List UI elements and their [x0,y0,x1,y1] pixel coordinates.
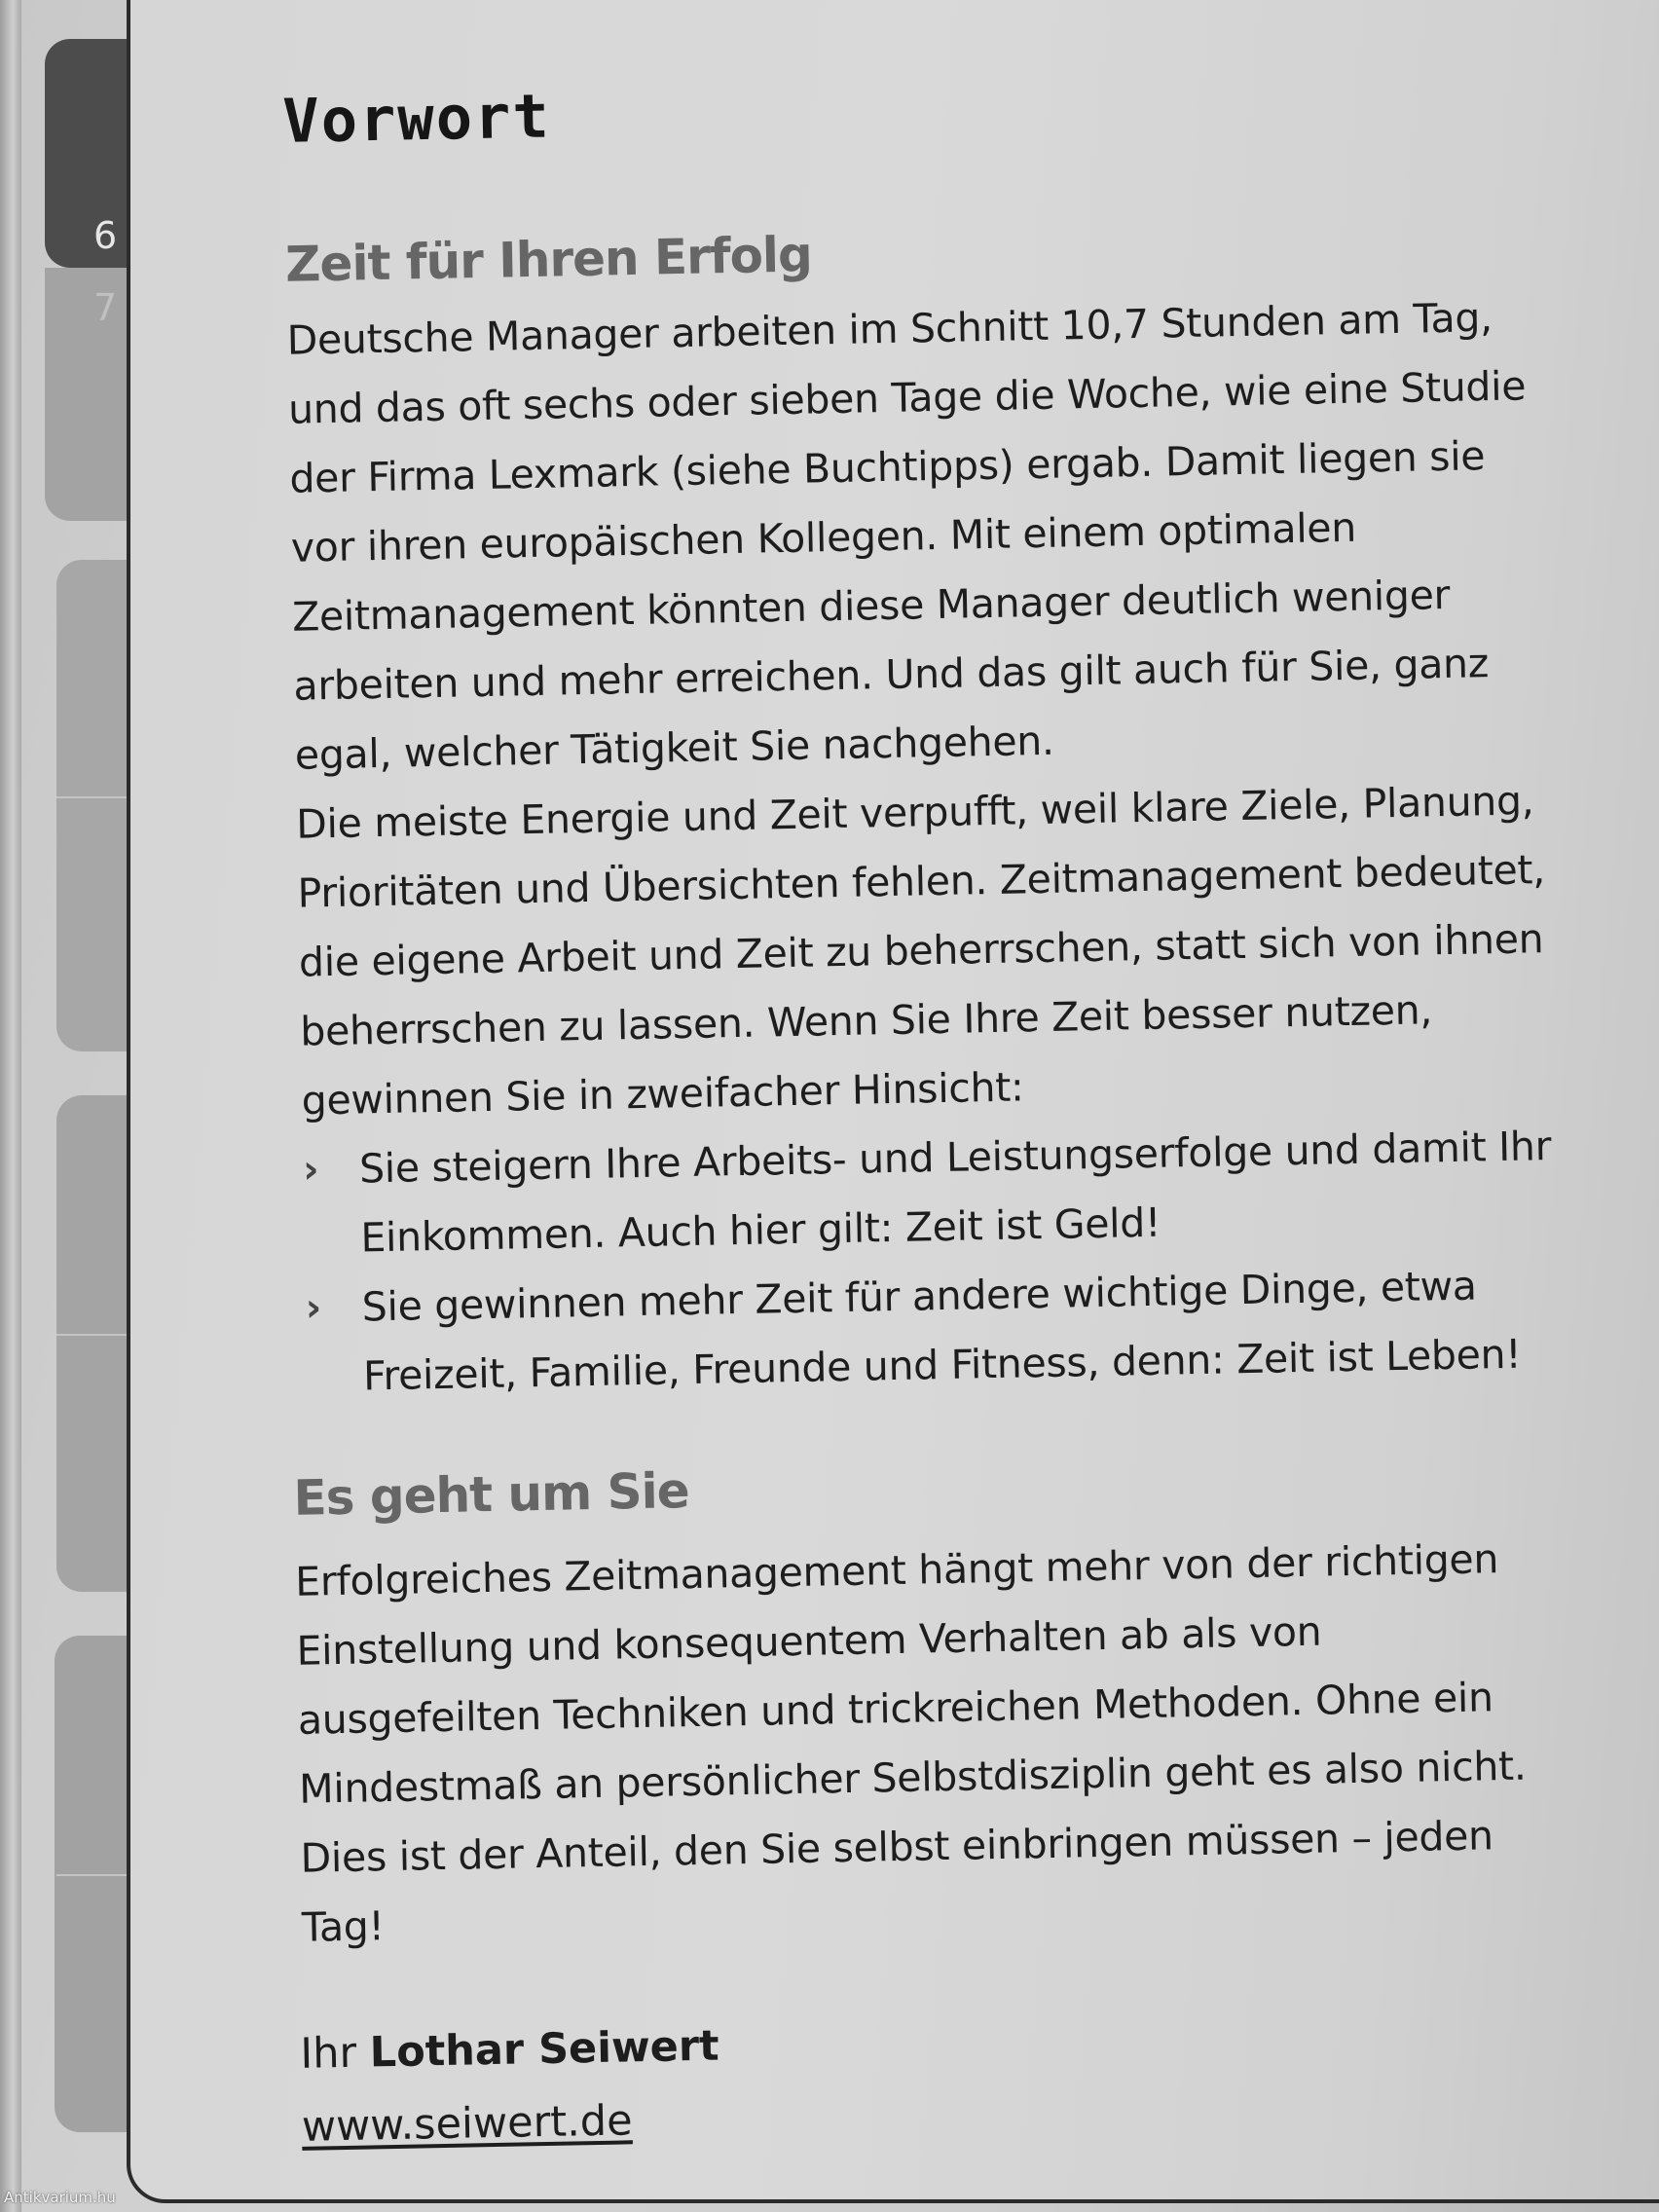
page-number-current: 6 [93,214,118,257]
chevron-right-icon: › [305,1285,322,1331]
signoff [300,2022,719,2079]
paragraph: Die meiste Energie und Zeit verpufft, weil klare Ziele, Planung, Prioritäten und Übersichten fehlen. Zeitmanagement bedeutet, die eigene Arbeit und Zeit zu beherrschen, statt sich von ihnen beherrschen zu lassen. Wenn Sie Ihre Zeit besser nutzen, gewinnen Sie in zweifacher Hinsicht: [295,777,1546,1124]
signoff-prefix: Ihr [300,2028,357,2079]
list-item [302,1112,1560,1274]
page-title: Vorwort [281,80,552,157]
page-number-next: 7 [93,286,118,329]
bullet-text: Sie gewinnen mehr Zeit für andere wichtige Dinge, etwa Freizeit, Familie, Freunde und Fitness, denn: Zeit ist Leben! [361,1262,1522,1400]
paragraph: Erfolgreiches Zeitmanagement hängt mehr von der richtigen Einstellung und konsequentem Verhalten ab als von ausgefeilten Techniken und trickreichen Methoden. Ohne ein Mindestmaß an persönlicher Selbstdisziplin geht es also nicht. Dies ist der Anteil, den Sie selbst einbringen müssen – jeden Tag! [294,1535,1527,1951]
bullet-text: Sie steigern Ihre Arbeits- und Leistungserfolge und damit Ihr Einkommen. Auch hier gilt: Zeit ist Geld! [358,1123,1552,1262]
chevron-right-icon: › [302,1147,319,1193]
bullet-list [302,1112,1563,1413]
website-link[interactable]: www.seiwert.de [301,2096,633,2152]
paragraph: Deutsche Manager arbeiten im Schnitt 10,7 Stunden am Tag, und das oft sechs oder sieben Tage die Woche, wie eine Studie der Firma Lexmark (siehe Buchtipps) ergab. Damit liegen sie vor ihren europäischen Kollegen. Mit einem optimalen Zeitmanagement könnten diese Manager deutlich weniger arbeiten und mehr erreichen. Und das gilt auch für Sie, ganz egal, welcher Tätigkeit Sie nachgehen. [286,294,1527,779]
author-name: Lothar Seiwert [369,2021,720,2078]
section-heading-sie: Es geht um Sie [292,1462,690,1527]
section-body-erfolg [286,282,1564,1413]
book-edge [0,0,21,2212]
watermark: Antikvarium.hu [4,2189,116,2206]
list-item [305,1250,1563,1413]
section-body-sie [295,1524,1559,1963]
section-heading-erfolg: Zeit für Ihren Erfolg [284,226,813,293]
